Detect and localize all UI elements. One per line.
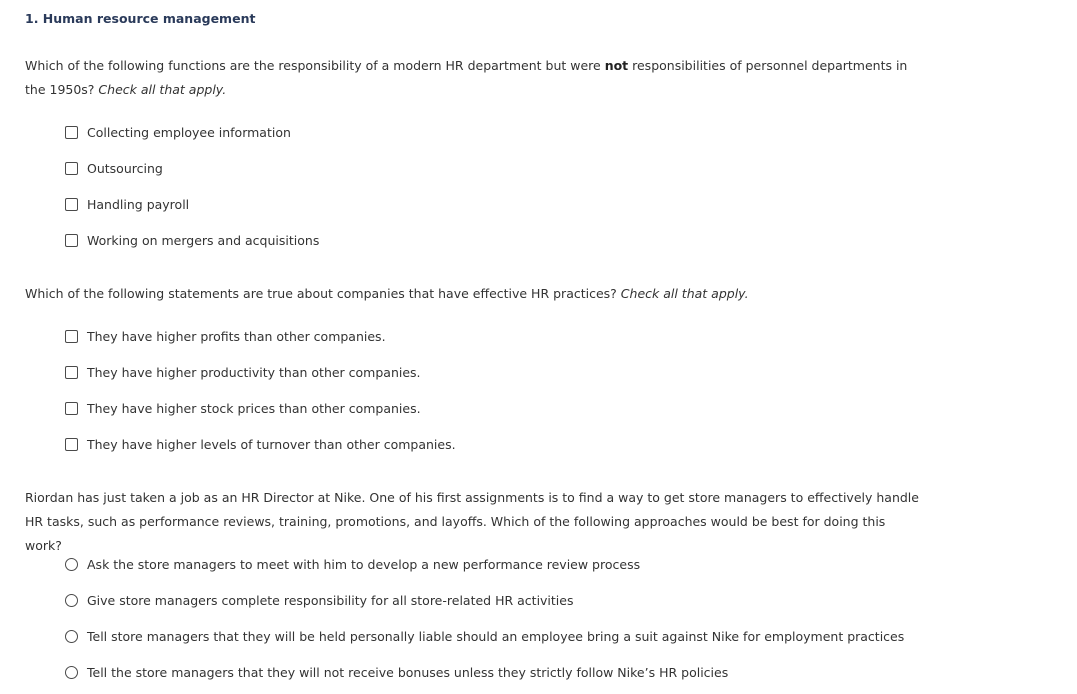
- q1-option-mergers-acquisitions[interactable]: [65, 222, 319, 258]
- option-label: They have higher productivity than other companies.: [87, 364, 421, 380]
- option-label: They have higher levels of turnover than other companies.: [87, 436, 456, 452]
- option-label: Give store managers complete responsibility for all store-related HR activities: [87, 592, 574, 608]
- question-1-text-after: responsibilities of personnel departments in the 1950s?: [25, 58, 908, 97]
- checkbox[interactable]: [65, 330, 78, 343]
- q3-option-no-bonuses[interactable]: [65, 654, 904, 690]
- question-3-text: Riordan has just taken a job as an HR Director at Nike. One of his first assignments is to find a way to get store managers to effectively handle HR tasks, such as performance reviews, training, promotions, and layoffs. Which of the following approaches would be best for doing this work?: [25, 490, 919, 553]
- option-label: They have higher profits than other companies.: [87, 328, 386, 344]
- question-2-text-body: Which of the following statements are true about companies that have effective HR practices?: [25, 286, 621, 301]
- question-1-text: [25, 54, 925, 102]
- question-1-instruction: Check all that apply.: [98, 82, 227, 97]
- q1-option-handling-payroll[interactable]: [65, 186, 319, 222]
- option-label: Outsourcing: [87, 160, 163, 176]
- option-label: Collecting employee information: [87, 124, 291, 140]
- option-label: Working on mergers and acquisitions: [87, 232, 320, 248]
- option-label: They have higher stock prices than other companies.: [87, 400, 421, 416]
- checkbox[interactable]: [65, 402, 78, 415]
- option-label: Tell store managers that they will be held personally liable should an employee bring a suit against Nike for employment practices: [87, 628, 905, 644]
- checkbox[interactable]: [65, 438, 78, 451]
- question-1-emphasis: not: [604, 58, 629, 73]
- checkbox[interactable]: [65, 234, 78, 247]
- question-1-options: [65, 114, 319, 258]
- page-title: 1. Human resource management: [25, 11, 256, 26]
- option-label: Ask the store managers to meet with him to develop a new performance review process: [87, 556, 641, 572]
- q2-option-higher-profits[interactable]: [65, 318, 456, 354]
- q3-option-meet-develop-review[interactable]: [65, 546, 904, 582]
- question-3-options: [65, 546, 904, 690]
- question-2-options: [65, 318, 456, 462]
- radio-button[interactable]: [65, 558, 78, 571]
- q3-option-complete-responsibility[interactable]: [65, 582, 904, 618]
- radio-button[interactable]: [65, 666, 78, 679]
- q1-option-outsourcing[interactable]: [65, 150, 319, 186]
- option-label: Handling payroll: [87, 196, 190, 212]
- q3-option-personally-liable[interactable]: [65, 618, 904, 654]
- checkbox[interactable]: [65, 162, 78, 175]
- question-1-text-before: Which of the following functions are the responsibility of a modern HR department but were: [25, 58, 605, 73]
- q1-option-collecting-employee-information[interactable]: [65, 114, 319, 150]
- checkbox[interactable]: [65, 366, 78, 379]
- question-2-text: [25, 282, 925, 306]
- radio-button[interactable]: [65, 594, 78, 607]
- checkbox[interactable]: [65, 126, 78, 139]
- question-2-instruction: Check all that apply.: [620, 286, 749, 301]
- q2-option-higher-turnover[interactable]: [65, 426, 456, 462]
- checkbox[interactable]: [65, 198, 78, 211]
- q2-option-higher-stock-prices[interactable]: [65, 390, 456, 426]
- radio-button[interactable]: [65, 630, 78, 643]
- option-label: Tell the store managers that they will not receive bonuses unless they strictly follow Nike’s HR policies: [87, 664, 729, 680]
- q2-option-higher-productivity[interactable]: [65, 354, 456, 390]
